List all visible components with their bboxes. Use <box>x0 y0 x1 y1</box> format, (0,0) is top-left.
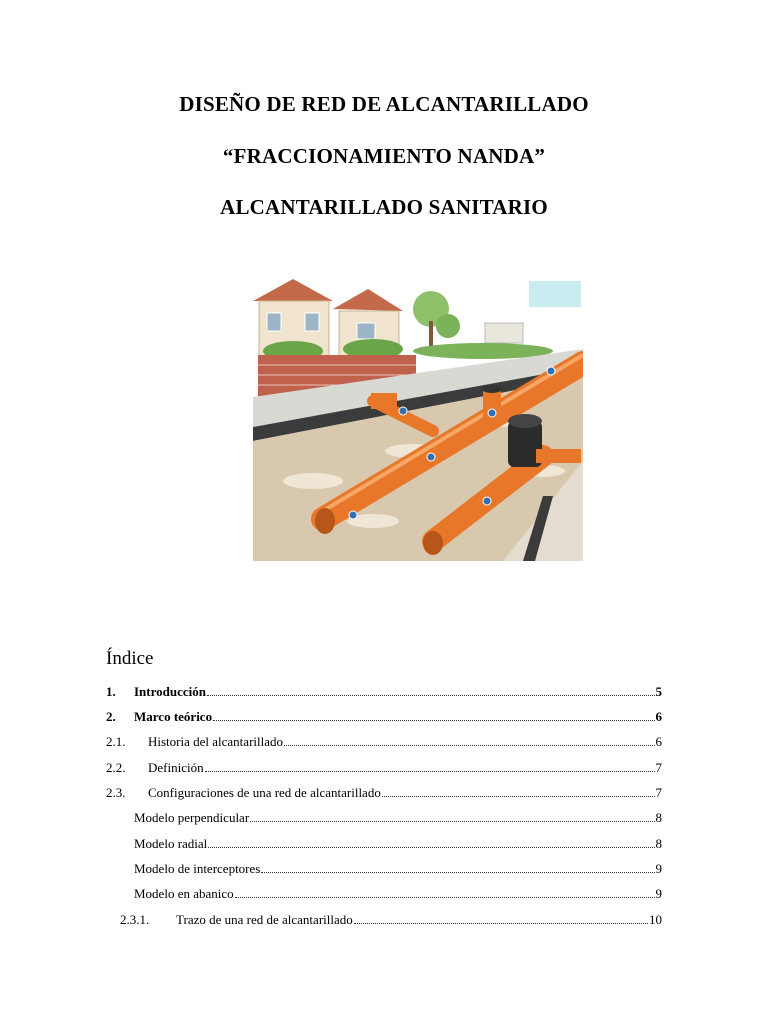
title-line-1: DISEÑO DE RED DE ALCANTARILLADO <box>179 92 589 116</box>
toc-leader-dots <box>250 810 654 822</box>
toc-entry[interactable] <box>106 734 662 752</box>
toc-entry-label: Marco teórico <box>134 709 213 724</box>
toc-entry[interactable] <box>106 912 662 930</box>
toc-leader-dots <box>261 861 654 873</box>
toc-entry-page: 10 <box>649 912 662 927</box>
toc-entry[interactable] <box>106 709 662 727</box>
toc-entry-page: 7 <box>655 785 662 800</box>
toc-entry-label: Introducción <box>134 684 206 699</box>
toc-entry-page: 9 <box>655 861 662 876</box>
toc-leader-dots <box>207 684 655 696</box>
toc-entry-page: 7 <box>655 760 662 775</box>
index-heading: Índice <box>106 648 154 669</box>
toc-entry[interactable] <box>106 886 662 904</box>
title-line-2: “FRACCIONAMIENTO NANDA” <box>222 144 546 168</box>
toc-entry-label: Definición <box>148 760 204 775</box>
toc-leader-dots <box>213 709 654 721</box>
toc-entry-label: Modelo de interceptores <box>134 861 261 876</box>
toc-entry-number: 1. <box>106 684 116 699</box>
toc-entry[interactable] <box>106 785 662 803</box>
title-line-3: ALCANTARILLADO SANITARIO <box>220 195 548 219</box>
toc-entry-label: Modelo perpendicular <box>134 810 250 825</box>
toc-entry-number: 2.3. <box>106 785 126 800</box>
toc-entry-number: 2.1. <box>106 734 126 749</box>
toc-entry-page: 6 <box>655 734 662 749</box>
toc-entry-number: 2. <box>106 709 116 724</box>
toc-entry-page: 9 <box>655 886 662 901</box>
toc-entry[interactable] <box>106 810 662 828</box>
toc-entry[interactable] <box>106 684 662 702</box>
toc-leader-dots <box>354 912 648 924</box>
toc-leader-dots <box>382 785 655 797</box>
toc-leader-dots <box>284 734 654 746</box>
sewer-network-illustration <box>253 271 583 561</box>
toc-entry-label: Modelo radial <box>134 836 208 851</box>
toc-entry-label: Modelo en abanico <box>134 886 234 901</box>
toc-entry-number: 2.3.1. <box>120 912 150 927</box>
toc-leader-dots <box>205 760 655 772</box>
toc-entry[interactable] <box>106 760 662 778</box>
toc-entry[interactable] <box>106 861 662 879</box>
toc-leader-dots <box>208 836 654 848</box>
toc-entry-page: 8 <box>655 836 662 851</box>
toc-entry-page: 6 <box>655 709 662 724</box>
toc-entry-page: 8 <box>655 810 662 825</box>
toc-entry-label: Trazo de una red de alcantarillado <box>176 912 353 927</box>
toc-leader-dots <box>235 886 655 898</box>
toc-entry-number: 2.2. <box>106 760 126 775</box>
toc-entry-label: Configuraciones de una red de alcantarillado <box>148 785 381 800</box>
toc-entry-label: Historia del alcantarillado <box>148 734 284 749</box>
toc-entry[interactable] <box>106 836 662 854</box>
sewer-illustration-icon <box>253 271 583 561</box>
toc-entry-page: 5 <box>655 684 662 699</box>
